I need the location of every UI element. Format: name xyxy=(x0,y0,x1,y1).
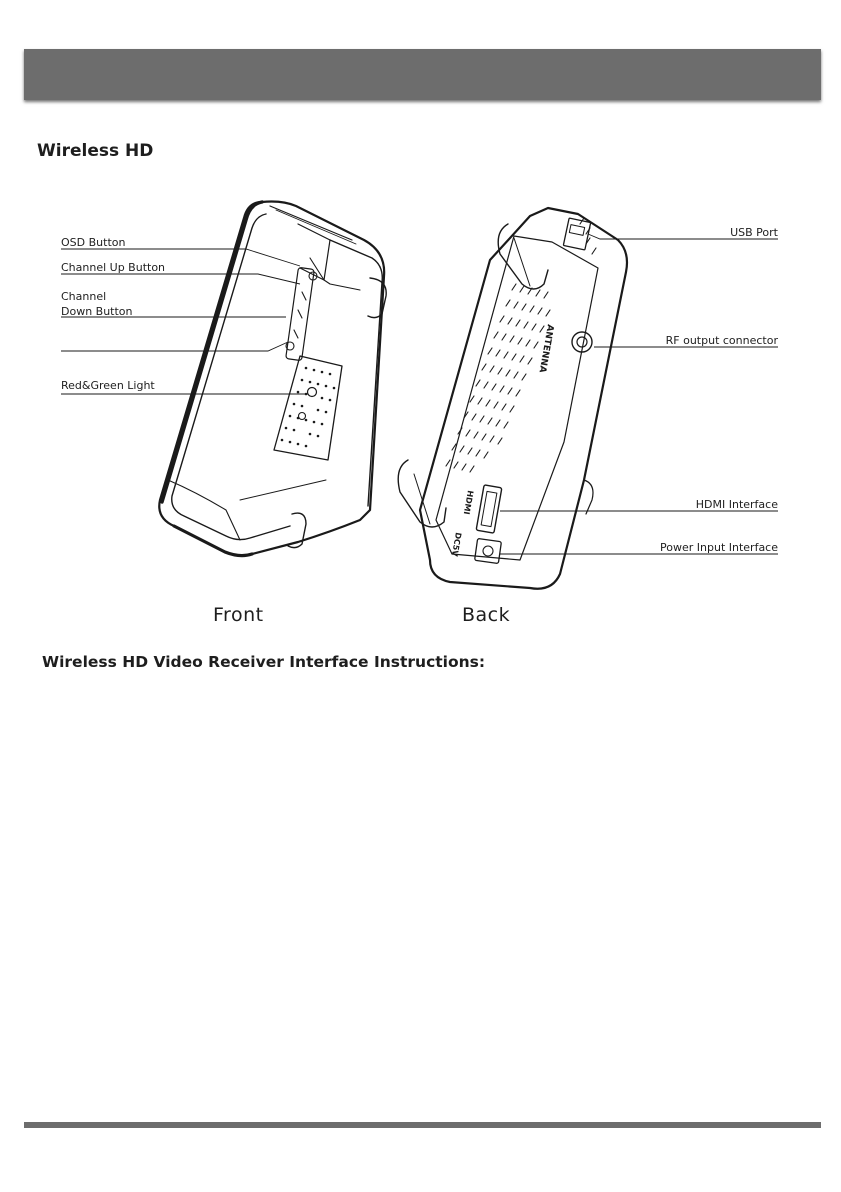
channel-down-label-line2: Down Button xyxy=(61,305,133,318)
channel-down-label-line1: Channel xyxy=(61,290,107,303)
back-caption: Back xyxy=(462,604,511,626)
usb-port-label: USB Port xyxy=(730,226,778,239)
antenna-marking: ANTENNA xyxy=(536,323,555,374)
hdmi-interface-label: HDMI Interface xyxy=(695,498,778,511)
front-caption: Front xyxy=(213,604,264,626)
device-diagram xyxy=(0,180,841,630)
osd-button-label: OSD Button xyxy=(61,236,126,249)
hdmi-marking: HDMI xyxy=(461,489,475,516)
channel-up-button-label: Channel Up Button xyxy=(61,261,166,274)
red-green-light-label: Red&Green Light xyxy=(61,379,155,392)
section-title: Wireless HD xyxy=(37,141,154,161)
power-input-interface-label: Power Input Interface xyxy=(660,541,778,554)
back-device-drawing xyxy=(398,208,627,589)
header-bar xyxy=(24,49,821,100)
rf-output-connector-label: RF output connector xyxy=(665,334,778,347)
instructions-title: Wireless HD Video Receiver Interface Instructions: xyxy=(42,653,486,671)
front-device-drawing xyxy=(159,202,386,556)
footer-bar xyxy=(24,1122,821,1128)
device-illustration xyxy=(0,180,841,630)
dc5v-marking: DC5V xyxy=(449,531,463,558)
